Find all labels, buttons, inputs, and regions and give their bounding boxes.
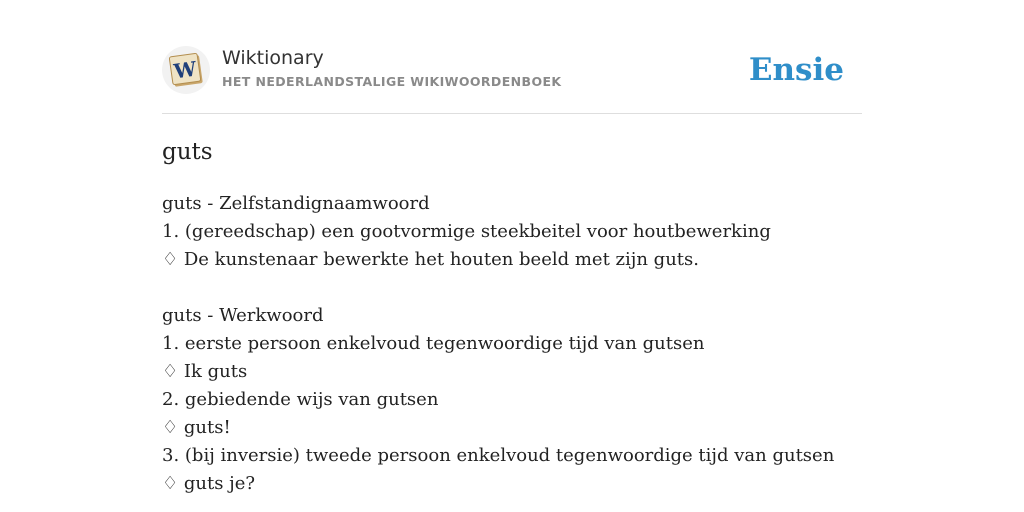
example-line: ♢ guts! [162, 417, 231, 438]
logo-letter: W [172, 56, 198, 84]
site-header [162, 46, 862, 96]
ensie-brand-link[interactable]: Ensie [748, 52, 844, 88]
example-line: ♢ guts je? [162, 473, 256, 494]
site-tagline: HET NEDERLANDSTALIGE WIKIWOORDENBOEK [222, 74, 562, 89]
header-divider [162, 113, 862, 114]
site-name[interactable]: Wiktionary [222, 47, 324, 69]
example-line: ♢ Ik guts [162, 361, 248, 382]
section-title-noun: guts - Zelfstandignaamwoord [162, 193, 430, 214]
definition-line: 3. (bij inversie) tweede persoon enkelvoud tegenwoordige tijd van gutsen [162, 445, 835, 466]
definition-line: 1. eerste persoon enkelvoud tegenwoordige tijd van gutsen [162, 333, 705, 354]
entry-headword: guts [162, 139, 213, 165]
section-title-verb: guts - Werkwoord [162, 305, 324, 326]
wiktionary-logo[interactable] [162, 46, 210, 94]
definition-line: 2. gebiedende wijs van gutsen [162, 389, 439, 410]
definition-line: 1. (gereedschap) een gootvormige steekbeitel voor houtbewerking [162, 221, 771, 242]
wiktionary-logo-icon [162, 46, 210, 94]
example-line: ♢ De kunstenaar bewerkte het houten beeld met zijn guts. [162, 249, 699, 270]
entry-content [162, 190, 882, 498]
section-gap [162, 274, 882, 302]
